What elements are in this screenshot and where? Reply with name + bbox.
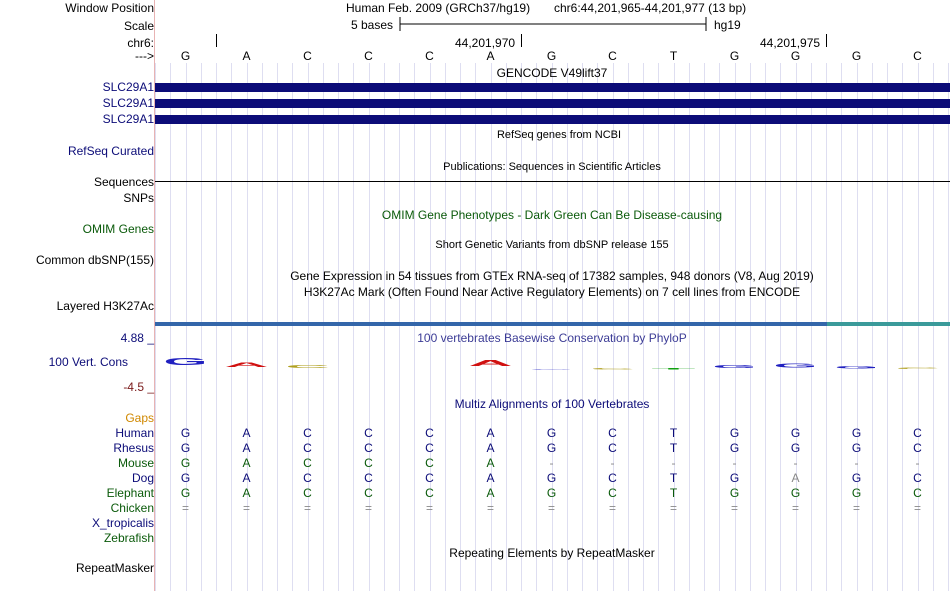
cons-max-value: 4.88 _ [120, 331, 154, 345]
aligned-base: G [851, 426, 862, 440]
aligned-base: C [364, 456, 373, 470]
omim-track-title: OMIM Gene Phenotypes - Dark Green Can Be Disease-causing [381, 208, 723, 222]
publications-track-title: Publications: Sequences in Scientific Articles [443, 161, 661, 173]
strand-label: ---> [135, 49, 154, 63]
base-letter: C [608, 49, 617, 63]
base-letter: G [729, 49, 740, 63]
scale-bar [398, 16, 710, 32]
alignment-row [0, 426, 950, 440]
aligned-base: A [242, 486, 251, 500]
aligned-base: T [669, 471, 678, 485]
base-sequence-row [0, 49, 950, 63]
aligned-base: A [242, 441, 251, 455]
gencode-gene-bar[interactable] [155, 115, 950, 124]
aligned-base: = [730, 501, 738, 515]
aligned-base: A [242, 456, 251, 470]
gencode-item-label[interactable]: SLC29A1 [102, 80, 154, 94]
aligned-base: C [303, 456, 312, 470]
aligned-base: C [364, 441, 373, 455]
coord-label-1: 44,201,970 [455, 36, 516, 50]
aligned-base: G [851, 441, 862, 455]
aligned-base: A [486, 456, 495, 470]
h3k27ac-signal-bar[interactable] [827, 322, 950, 326]
base-letter: C [364, 49, 373, 63]
refseq-track-title: RefSeq genes from NCBI [496, 129, 622, 141]
aligned-base: G [180, 426, 191, 440]
aligned-base: - [793, 456, 798, 470]
cons-track-title: 100 vertebrates Basewise Conservation by PhyloP [417, 331, 687, 345]
multiz-track-title: Multiz Alignments of 100 Vertebrates [454, 397, 650, 411]
aligned-base: G [790, 426, 801, 440]
aligned-base: G [790, 486, 801, 500]
logo-letter: G [163, 356, 208, 368]
aligned-base: T [669, 486, 678, 500]
aligned-base: C [913, 471, 922, 485]
aligned-base: A [791, 471, 800, 485]
conservation-logo-row [0, 356, 950, 376]
aligned-base: C [913, 426, 922, 440]
aligned-base: C [303, 471, 312, 485]
aligned-base: G [546, 426, 557, 440]
species-label[interactable]: Dog [131, 471, 154, 485]
species-label[interactable]: Elephant [106, 486, 154, 500]
aligned-base: C [913, 441, 922, 455]
aligned-base: G [729, 471, 740, 485]
base-letter: T [669, 49, 678, 63]
scale-label: Scale [123, 19, 154, 33]
h3k27ac-track-title: H3K27Ac Mark (Often Found Near Active Regulatory Elements) on 7 cell lines from ENCODE [303, 285, 801, 299]
species-label[interactable]: Human [115, 426, 154, 440]
logo-letter: G [712, 364, 757, 370]
alignment-row [0, 486, 950, 500]
aligned-base: G [546, 486, 557, 500]
base-letter: G [790, 49, 801, 63]
aligned-base: = [242, 501, 250, 515]
chrom-label: chr6: [127, 36, 154, 50]
aligned-base: - [671, 456, 676, 470]
gencode-gene-bar[interactable] [155, 83, 950, 92]
aligned-base: C [303, 441, 312, 455]
logo-letter: A [468, 358, 513, 368]
aligned-base: = [364, 501, 372, 515]
aligned-base: C [913, 486, 922, 500]
aligned-base: C [364, 471, 373, 485]
logo-letter: G [773, 362, 818, 369]
common-dbsnp-label[interactable]: Common dbSNP(155) [35, 253, 154, 267]
h3k27ac-signal-bar[interactable] [155, 322, 827, 326]
sequences-label[interactable]: Sequences [93, 175, 154, 189]
aligned-base: A [242, 426, 251, 440]
gencode-gene-bar[interactable] [155, 99, 950, 108]
snps-label[interactable]: SNPs [123, 191, 154, 205]
aligned-base: - [610, 456, 615, 470]
aligned-base: - [732, 456, 737, 470]
logo-letter: C [285, 364, 330, 370]
aligned-base: C [608, 426, 617, 440]
logo-letter: A [224, 361, 270, 369]
base-letter: C [425, 49, 434, 63]
alignment-row [0, 456, 950, 470]
position-readout: chr6:44,201,965-44,201,977 (13 bp) [554, 1, 747, 15]
logo-letter: C [590, 367, 635, 370]
aligned-base: G [180, 456, 191, 470]
aligned-base: - [915, 456, 920, 470]
species-label[interactable]: Mouse [117, 456, 154, 470]
logo-letter: G [834, 365, 879, 370]
logo-letter: C [895, 367, 940, 370]
scale-text: 5 bases [351, 18, 394, 32]
aligned-base: = [608, 501, 616, 515]
alignment-row [0, 441, 950, 455]
base-letter: G [851, 49, 862, 63]
base-letter: C [303, 49, 312, 63]
aligned-base: C [425, 441, 434, 455]
aligned-base: A [486, 471, 495, 485]
aligned-base: C [364, 426, 373, 440]
aligned-base: C [608, 471, 617, 485]
gencode-item-label[interactable]: SLC29A1 [102, 96, 154, 110]
alignment-row [0, 516, 950, 530]
repeatmasker-label[interactable]: RepeatMasker [75, 561, 154, 575]
logo-letter: T [651, 367, 696, 370]
cons-track-label[interactable]: 100 Vert. Cons [48, 355, 128, 369]
cons-min-value: -4.5 _ [123, 380, 154, 394]
aligned-base: G [729, 426, 740, 440]
species-label[interactable]: Rhesus [113, 441, 154, 455]
coord-label-2: 44,201,975 [760, 36, 821, 50]
aligned-base: T [669, 441, 678, 455]
aligned-base: G [729, 441, 740, 455]
aligned-base: C [425, 486, 434, 500]
alignment-row [0, 501, 950, 515]
aligned-base: = [425, 501, 433, 515]
aligned-base: G [729, 486, 740, 500]
window-position-label: Window Position [65, 1, 154, 15]
alignment-row [0, 531, 950, 545]
aligned-base: = [547, 501, 555, 515]
base-letter: G [180, 49, 191, 63]
aligned-base: C [608, 441, 617, 455]
species-label[interactable]: X_tropicalis [91, 516, 154, 530]
aligned-base: C [303, 486, 312, 500]
base-letter: A [486, 49, 495, 63]
logo-letter: G [529, 368, 574, 370]
gaps-label[interactable]: Gaps [125, 411, 154, 425]
gtex-track-title: Gene Expression in 54 tissues from GTEx RNA-seq of 17382 samples, 948 donors (V8, Aug 2019) [290, 269, 814, 283]
dbsnp-track-title: Short Genetic Variants from dbSNP release 155 [435, 239, 669, 251]
aligned-base: G [851, 471, 862, 485]
aligned-base: = [486, 501, 494, 515]
base-letter: G [546, 49, 557, 63]
aligned-base: A [486, 426, 495, 440]
aligned-base: - [854, 456, 859, 470]
aligned-base: C [303, 426, 312, 440]
aligned-base: A [486, 486, 495, 500]
aligned-base: = [669, 501, 677, 515]
assembly-name: Human Feb. 2009 (GRCh37/hg19) [346, 1, 531, 15]
aligned-base: - [549, 456, 554, 470]
scale-db: hg19 [714, 18, 741, 32]
refseq-curated-label[interactable]: RefSeq Curated [67, 144, 154, 158]
aligned-base: C [425, 426, 434, 440]
alignment-row [0, 471, 950, 485]
aligned-base: T [669, 426, 678, 440]
gencode-item-label[interactable]: SLC29A1 [102, 112, 154, 126]
aligned-base: G [546, 441, 557, 455]
species-label[interactable]: Zebrafish [103, 531, 154, 545]
aligned-base: A [242, 471, 251, 485]
sequences-line [155, 181, 950, 182]
aligned-base: G [790, 441, 801, 455]
aligned-base: C [425, 456, 434, 470]
aligned-base: = [303, 501, 311, 515]
base-letter: A [242, 49, 251, 63]
gencode-track-title: GENCODE V49lift37 [496, 66, 608, 80]
aligned-base: C [364, 486, 373, 500]
repeatmasker-track-title: Repeating Elements by RepeatMasker [449, 546, 655, 560]
aligned-base: A [486, 441, 495, 455]
aligned-base: G [180, 486, 191, 500]
aligned-base: G [180, 471, 191, 485]
aligned-base: G [546, 471, 557, 485]
layered-h3k27ac-label[interactable]: Layered H3K27Ac [56, 299, 154, 313]
aligned-base: = [791, 501, 799, 515]
aligned-base: = [913, 501, 921, 515]
aligned-base: = [852, 501, 860, 515]
base-letter: C [913, 49, 922, 63]
species-label[interactable]: Chicken [110, 501, 154, 515]
aligned-base: = [181, 501, 189, 515]
aligned-base: G [180, 441, 191, 455]
aligned-base: C [425, 471, 434, 485]
aligned-base: G [851, 486, 862, 500]
omim-genes-label[interactable]: OMIM Genes [82, 222, 154, 236]
aligned-base: C [608, 486, 617, 500]
